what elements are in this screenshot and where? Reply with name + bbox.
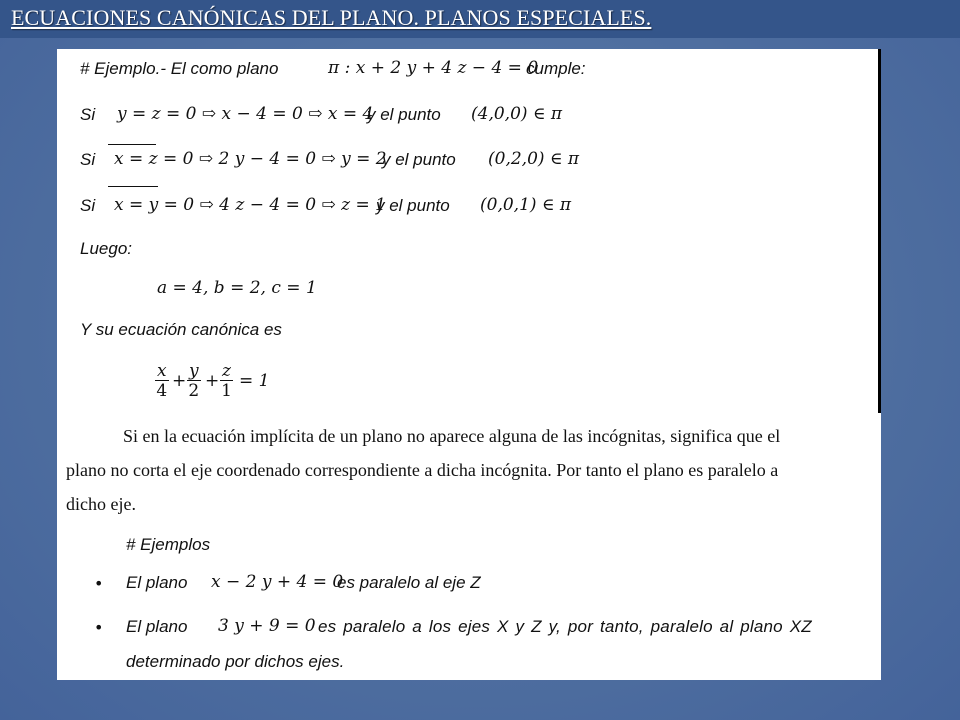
plane-equation: π : x + 2 y + 4 z − 4 = 0	[328, 58, 539, 78]
item-post: es paralelo a los ejes X y Z y, por tanto, paralelo al plano XZ	[318, 617, 812, 636]
content-page	[57, 49, 881, 680]
divider-line	[108, 144, 156, 145]
fraction-x: $\frac{x}{4}$	[156, 361, 168, 401]
row-point: (0,2,0) ∈ π	[488, 149, 580, 169]
bullet-icon: •	[94, 574, 104, 593]
intro-suffix: cumple:	[526, 59, 586, 78]
row-si: Si	[80, 150, 96, 169]
plus-sign: +	[205, 371, 220, 391]
intro-label: # Ejemplo.- El como plano	[80, 59, 279, 78]
item-post: es paralelo al eje Z	[337, 573, 481, 592]
divider-line	[108, 186, 158, 187]
item-continuation: determinado por dichos ejes.	[126, 652, 345, 671]
row-condition: x = z = 0 ⇨ 2 y − 4 = 0 ⇨ y = 2	[114, 149, 387, 169]
plus-sign: +	[172, 371, 187, 391]
equals-one: = 1	[239, 371, 270, 391]
row-si: Si	[80, 105, 96, 124]
row-condition: x = y = 0 ⇨ 4 z − 4 = 0 ⇨ z = 1	[114, 195, 386, 215]
paragraph-line-3: dicho eje.	[66, 494, 136, 514]
slide-title: ECUACIONES CANÓNICAS DEL PLANO. PLANOS ESPECIALES.	[11, 5, 652, 30]
fraction-y: $\frac{y}{2}$	[188, 361, 200, 401]
page-edge	[878, 49, 881, 413]
item-pre: El plano	[126, 617, 188, 636]
row-mid: y el punto	[382, 150, 456, 169]
title-bar	[0, 0, 960, 38]
row-mid: y el punto	[376, 196, 450, 215]
item-equation: 3 y + 9 = 0	[218, 616, 316, 636]
row-condition: y = z = 0 ⇨ x − 4 = 0 ⇨ x = 4	[117, 104, 374, 124]
item-pre: El plano	[126, 573, 188, 592]
item-equation: x − 2 y + 4 = 0	[211, 572, 344, 592]
examples-heading: # Ejemplos	[126, 535, 211, 554]
canonical-equation	[155, 362, 285, 408]
canonical-label: Y su ecuación canónica es	[80, 320, 282, 339]
fraction-z: $\frac{z}{1}$	[221, 361, 232, 401]
row-mid: y el punto	[367, 105, 441, 124]
row-point: (4,0,0) ∈ π	[471, 104, 563, 124]
paragraph-line-2: plano no corta el eje coordenado correspondiente a dicha incógnita. Por tanto el plano es paralelo a	[66, 460, 779, 480]
values-line: a = 4, b = 2, c = 1	[157, 278, 317, 298]
luego-label: Luego:	[80, 239, 132, 258]
row-point: (0,0,1) ∈ π	[480, 195, 572, 215]
bullet-icon: •	[94, 618, 104, 637]
row-si: Si	[80, 196, 96, 215]
paragraph-line-1: Si en la ecuación implícita de un plano no aparece alguna de las incógnitas, significa que el	[123, 426, 781, 446]
